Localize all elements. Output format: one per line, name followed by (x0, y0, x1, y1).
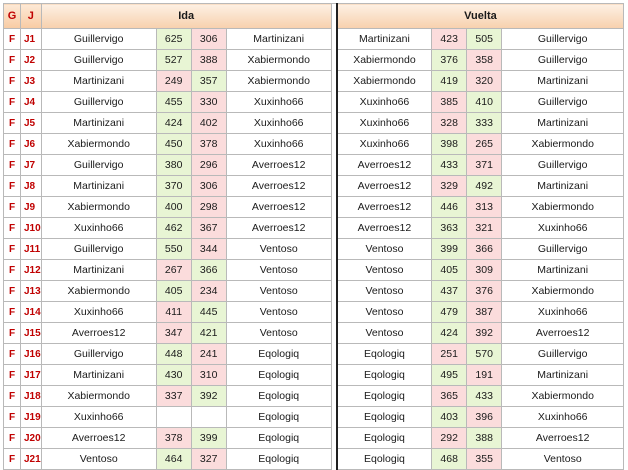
table-row (4, 281, 624, 302)
ida-away-score: 344 (191, 239, 226, 260)
vuelta-away-team: Guillervigo (502, 239, 624, 260)
vuelta-away-score: 320 (467, 71, 502, 92)
ida-home-team: Guillervigo (41, 29, 156, 50)
ida-home-score: 380 (156, 155, 191, 176)
ida-away-score: 378 (191, 134, 226, 155)
table-row (4, 134, 624, 155)
vuelta-home-score: 376 (432, 50, 467, 71)
ida-home-score: 337 (156, 386, 191, 407)
ida-home-team: Xuxinho66 (41, 302, 156, 323)
round-cell: J2 (21, 50, 42, 71)
ida-home-score: 370 (156, 176, 191, 197)
vuelta-home-team: Ventoso (337, 323, 432, 344)
vuelta-home-team: Eqologiq (337, 365, 432, 386)
ida-home-team: Guillervigo (41, 344, 156, 365)
ida-home-score: 455 (156, 92, 191, 113)
ida-home-team: Martinizani (41, 260, 156, 281)
ida-away-score: 445 (191, 302, 226, 323)
ida-home-score: 411 (156, 302, 191, 323)
ida-home-team: Guillervigo (41, 155, 156, 176)
vuelta-away-team: Martinizani (502, 113, 624, 134)
vuelta-away-score: 376 (467, 281, 502, 302)
ida-home-score: 550 (156, 239, 191, 260)
ida-away-team: Eqologiq (226, 428, 331, 449)
vuelta-away-team: Guillervigo (502, 50, 624, 71)
ida-away-score: 388 (191, 50, 226, 71)
ida-away-team: Xabiermondo (226, 71, 331, 92)
table-row (4, 176, 624, 197)
vuelta-away-score: 313 (467, 197, 502, 218)
ida-away-score: 306 (191, 176, 226, 197)
round-cell: J18 (21, 386, 42, 407)
vuelta-away-score: 388 (467, 428, 502, 449)
group-cell: F (4, 92, 21, 113)
table-row (4, 260, 624, 281)
vuelta-home-team: Martinizani (337, 29, 432, 50)
round-cell: J16 (21, 344, 42, 365)
ida-home-score: 462 (156, 218, 191, 239)
ida-home-team: Xabiermondo (41, 386, 156, 407)
vuelta-home-score: 495 (432, 365, 467, 386)
vuelta-home-team: Averroes12 (337, 155, 432, 176)
ida-home-score: 464 (156, 449, 191, 470)
vuelta-home-score: 405 (432, 260, 467, 281)
table-row (4, 449, 624, 470)
vuelta-home-score: 479 (432, 302, 467, 323)
vuelta-home-score: 419 (432, 71, 467, 92)
vuelta-home-team: Ventoso (337, 281, 432, 302)
vuelta-away-score: 570 (467, 344, 502, 365)
round-cell: J20 (21, 428, 42, 449)
vuelta-home-score: 251 (432, 344, 467, 365)
round-cell: J13 (21, 281, 42, 302)
header-j: J (21, 4, 42, 29)
table-row (4, 365, 624, 386)
round-cell: J14 (21, 302, 42, 323)
round-cell: J9 (21, 197, 42, 218)
ida-away-team: Eqologiq (226, 407, 331, 428)
table-row (4, 239, 624, 260)
ida-away-team: Eqologiq (226, 449, 331, 470)
ida-home-team: Martinizani (41, 71, 156, 92)
round-cell: J17 (21, 365, 42, 386)
ida-away-team: Ventoso (226, 281, 331, 302)
table-row (4, 155, 624, 176)
vuelta-home-team: Averroes12 (337, 218, 432, 239)
ida-home-score: 424 (156, 113, 191, 134)
vuelta-home-team: Xuxinho66 (337, 92, 432, 113)
table-row (4, 29, 624, 50)
round-cell: J12 (21, 260, 42, 281)
round-cell: J19 (21, 407, 42, 428)
table-row (4, 407, 624, 428)
ida-away-score: 421 (191, 323, 226, 344)
ida-away-score: 298 (191, 197, 226, 218)
vuelta-home-team: Eqologiq (337, 428, 432, 449)
ida-away-team: Martinizani (226, 29, 331, 50)
vuelta-home-score: 385 (432, 92, 467, 113)
ida-away-score: 330 (191, 92, 226, 113)
group-cell: F (4, 344, 21, 365)
round-cell: J5 (21, 113, 42, 134)
round-cell: J11 (21, 239, 42, 260)
vuelta-away-score: 492 (467, 176, 502, 197)
group-cell: F (4, 29, 21, 50)
ida-away-score: 234 (191, 281, 226, 302)
vuelta-home-score: 403 (432, 407, 467, 428)
vuelta-away-score: 265 (467, 134, 502, 155)
vuelta-home-score: 292 (432, 428, 467, 449)
ida-home-score: 267 (156, 260, 191, 281)
ida-home-team: Ventoso (41, 449, 156, 470)
ida-away-team: Xuxinho66 (226, 134, 331, 155)
ida-away-team: Averroes12 (226, 155, 331, 176)
group-cell: F (4, 155, 21, 176)
group-cell: F (4, 134, 21, 155)
ida-away-team: Xuxinho66 (226, 92, 331, 113)
ida-home-score: 450 (156, 134, 191, 155)
ida-away-score: 402 (191, 113, 226, 134)
table-row (4, 92, 624, 113)
ida-away-score: 367 (191, 218, 226, 239)
ida-away-team: Xuxinho66 (226, 113, 331, 134)
vuelta-home-team: Eqologiq (337, 449, 432, 470)
ida-away-team: Eqologiq (226, 344, 331, 365)
group-cell: F (4, 218, 21, 239)
vuelta-home-team: Xuxinho66 (337, 134, 432, 155)
ida-away-team: Averroes12 (226, 197, 331, 218)
vuelta-home-score: 329 (432, 176, 467, 197)
ida-away-team: Averroes12 (226, 218, 331, 239)
ida-away-score: 392 (191, 386, 226, 407)
table-row (4, 344, 624, 365)
vuelta-away-team: Guillervigo (502, 344, 624, 365)
table-row (4, 386, 624, 407)
ida-away-team: Ventoso (226, 323, 331, 344)
ida-home-team: Xuxinho66 (41, 218, 156, 239)
vuelta-away-team: Guillervigo (502, 155, 624, 176)
vuelta-away-score: 396 (467, 407, 502, 428)
ida-home-score: 448 (156, 344, 191, 365)
table-row (4, 50, 624, 71)
ida-home-team: Martinizani (41, 176, 156, 197)
ida-home-score: 527 (156, 50, 191, 71)
group-cell: F (4, 50, 21, 71)
results-sheet (3, 3, 624, 470)
vuelta-away-team: Xabiermondo (502, 386, 624, 407)
vuelta-away-score: 505 (467, 29, 502, 50)
vuelta-home-team: Eqologiq (337, 344, 432, 365)
ida-home-score: 347 (156, 323, 191, 344)
ida-home-team: Martinizani (41, 113, 156, 134)
table-row (4, 113, 624, 134)
table-row (4, 428, 624, 449)
group-cell: F (4, 281, 21, 302)
ida-away-score: 241 (191, 344, 226, 365)
ida-home-team: Guillervigo (41, 239, 156, 260)
ida-home-score: 430 (156, 365, 191, 386)
ida-away-score: 296 (191, 155, 226, 176)
group-cell: F (4, 365, 21, 386)
vuelta-home-team: Ventoso (337, 260, 432, 281)
vuelta-away-score: 433 (467, 386, 502, 407)
vuelta-home-score: 399 (432, 239, 467, 260)
header-vuelta: Vuelta (337, 4, 624, 29)
round-cell: J21 (21, 449, 42, 470)
ida-home-team: Averroes12 (41, 323, 156, 344)
vuelta-home-score: 423 (432, 29, 467, 50)
vuelta-home-team: Ventoso (337, 239, 432, 260)
ida-home-score: 249 (156, 71, 191, 92)
vuelta-away-team: Xabiermondo (502, 197, 624, 218)
vuelta-away-score: 355 (467, 449, 502, 470)
table-body (4, 29, 624, 470)
group-cell: F (4, 428, 21, 449)
round-cell: J3 (21, 71, 42, 92)
vuelta-home-team: Xabiermondo (337, 50, 432, 71)
ida-away-score: 310 (191, 365, 226, 386)
vuelta-away-team: Xabiermondo (502, 281, 624, 302)
vuelta-away-team: Martinizani (502, 71, 624, 92)
group-cell: F (4, 113, 21, 134)
ida-home-team: Xabiermondo (41, 197, 156, 218)
ida-away-score: 357 (191, 71, 226, 92)
ida-away-score (191, 407, 226, 428)
group-cell: F (4, 239, 21, 260)
ida-away-team: Averroes12 (226, 176, 331, 197)
vuelta-home-score: 468 (432, 449, 467, 470)
vuelta-home-team: Averroes12 (337, 197, 432, 218)
vuelta-away-score: 321 (467, 218, 502, 239)
ida-home-team: Guillervigo (41, 92, 156, 113)
vuelta-away-score: 410 (467, 92, 502, 113)
vuelta-away-team: Xabiermondo (502, 134, 624, 155)
header-ida: Ida (41, 4, 331, 29)
vuelta-home-score: 363 (432, 218, 467, 239)
vuelta-home-team: Eqologiq (337, 386, 432, 407)
ida-away-score: 399 (191, 428, 226, 449)
group-cell: F (4, 260, 21, 281)
ida-home-score: 378 (156, 428, 191, 449)
round-cell: J8 (21, 176, 42, 197)
ida-away-team: Ventoso (226, 260, 331, 281)
ida-away-team: Eqologiq (226, 386, 331, 407)
vuelta-away-score: 371 (467, 155, 502, 176)
group-cell: F (4, 71, 21, 92)
group-cell: F (4, 176, 21, 197)
header-row (4, 4, 624, 29)
vuelta-away-team: Xuxinho66 (502, 218, 624, 239)
round-cell: J1 (21, 29, 42, 50)
vuelta-away-score: 366 (467, 239, 502, 260)
vuelta-away-score: 191 (467, 365, 502, 386)
group-cell: F (4, 449, 21, 470)
ida-home-team: Xabiermondo (41, 281, 156, 302)
vuelta-away-team: Martinizani (502, 365, 624, 386)
table-row (4, 323, 624, 344)
ida-home-team: Xabiermondo (41, 134, 156, 155)
ida-away-score: 327 (191, 449, 226, 470)
vuelta-away-team: Martinizani (502, 260, 624, 281)
group-cell: F (4, 407, 21, 428)
round-cell: J10 (21, 218, 42, 239)
vuelta-away-team: Guillervigo (502, 92, 624, 113)
ida-home-score: 625 (156, 29, 191, 50)
vuelta-home-team: Xuxinho66 (337, 113, 432, 134)
vuelta-away-score: 309 (467, 260, 502, 281)
round-cell: J15 (21, 323, 42, 344)
round-cell: J7 (21, 155, 42, 176)
table-row (4, 71, 624, 92)
vuelta-home-score: 433 (432, 155, 467, 176)
ida-home-score: 405 (156, 281, 191, 302)
group-cell: F (4, 386, 21, 407)
ida-home-team: Xuxinho66 (41, 407, 156, 428)
group-cell: F (4, 302, 21, 323)
table-row (4, 218, 624, 239)
vuelta-away-team: Averroes12 (502, 323, 624, 344)
vuelta-home-team: Xabiermondo (337, 71, 432, 92)
ida-home-team: Martinizani (41, 365, 156, 386)
header-g: G (4, 4, 21, 29)
ida-away-team: Eqologiq (226, 365, 331, 386)
vuelta-away-score: 333 (467, 113, 502, 134)
vuelta-home-score: 328 (432, 113, 467, 134)
ida-home-team: Guillervigo (41, 50, 156, 71)
ida-away-team: Ventoso (226, 239, 331, 260)
vuelta-home-team: Ventoso (337, 302, 432, 323)
group-cell: F (4, 323, 21, 344)
vuelta-away-team: Averroes12 (502, 428, 624, 449)
vuelta-home-score: 437 (432, 281, 467, 302)
vuelta-home-score: 398 (432, 134, 467, 155)
vuelta-away-team: Guillervigo (502, 29, 624, 50)
vuelta-home-score: 365 (432, 386, 467, 407)
ida-away-team: Xabiermondo (226, 50, 331, 71)
round-cell: J4 (21, 92, 42, 113)
results-table (3, 3, 624, 470)
ida-home-score (156, 407, 191, 428)
ida-away-score: 366 (191, 260, 226, 281)
ida-away-team: Ventoso (226, 302, 331, 323)
ida-home-team: Averroes12 (41, 428, 156, 449)
vuelta-home-score: 424 (432, 323, 467, 344)
vuelta-away-team: Martinizani (502, 176, 624, 197)
table-row (4, 197, 624, 218)
vuelta-home-team: Eqologiq (337, 407, 432, 428)
vuelta-home-score: 446 (432, 197, 467, 218)
vuelta-away-score: 358 (467, 50, 502, 71)
vuelta-away-team: Xuxinho66 (502, 302, 624, 323)
group-cell: F (4, 197, 21, 218)
table-row (4, 302, 624, 323)
round-cell: J6 (21, 134, 42, 155)
vuelta-home-team: Averroes12 (337, 176, 432, 197)
ida-home-score: 400 (156, 197, 191, 218)
vuelta-away-team: Xuxinho66 (502, 407, 624, 428)
ida-away-score: 306 (191, 29, 226, 50)
vuelta-away-team: Ventoso (502, 449, 624, 470)
vuelta-away-score: 392 (467, 323, 502, 344)
vuelta-away-score: 387 (467, 302, 502, 323)
